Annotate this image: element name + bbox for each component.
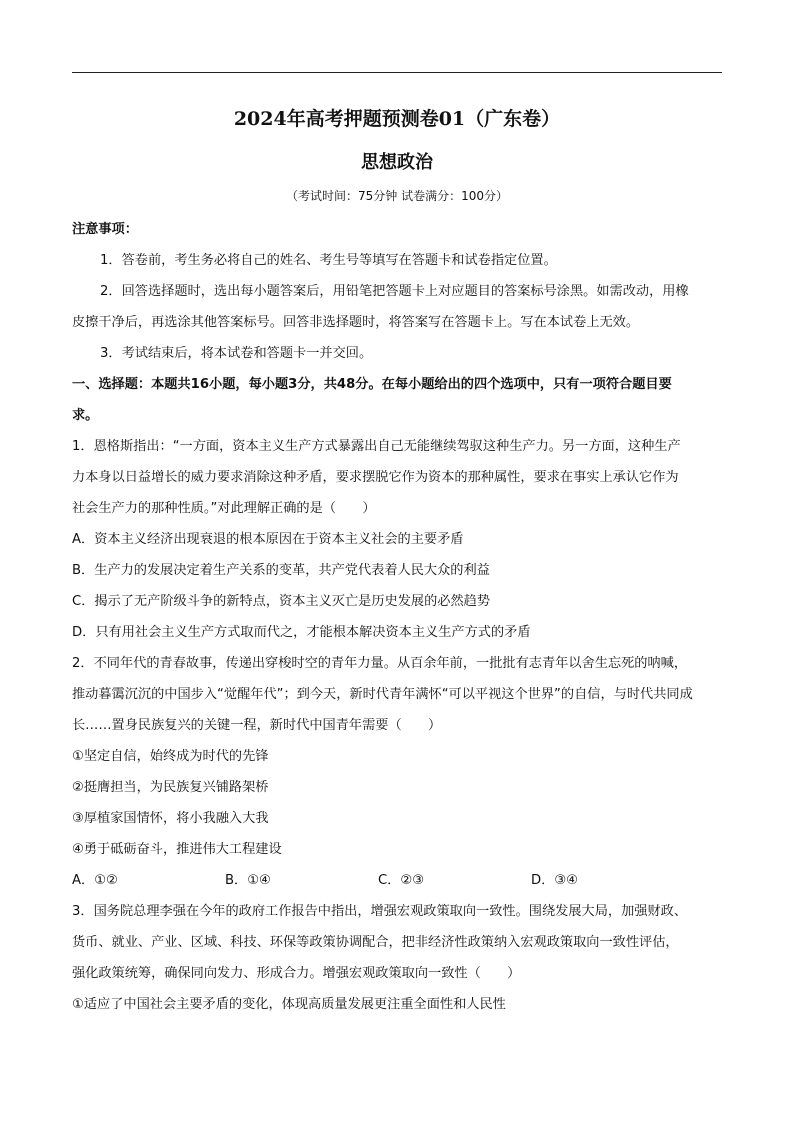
- note-item: 3．考试结束后，将本试卷和答题卡一并交回。: [100, 346, 373, 361]
- question-1-stem: 社会生产力的那种性质。”对此理解正确的是（ ）: [72, 501, 376, 516]
- question-1-option-c: C．揭示了无产阶级斗争的新特点，资本主义灭亡是历史发展的必然趋势: [72, 594, 491, 609]
- question-2-option-a: A．①②: [72, 873, 118, 888]
- question-1-stem: 力本身以日益增长的威力要求消除这种矛盾，要求摆脱它作为资本的那种属性，要求在事实上承认它作为: [72, 470, 679, 485]
- header-rule: [72, 72, 722, 73]
- question-3-stem: 货币、就业、产业、区域、科技、环保等政策协调配合，把非经济性政策纳入宏观政策取向一致性评估，: [72, 935, 679, 950]
- question-2-option-d: D．③④: [531, 873, 578, 888]
- question-2-statement: ②挺膺担当，为民族复兴铺路架桥: [72, 780, 269, 795]
- question-2-stem: 长……置身民族复兴的关键一程，新时代中国青年需要（ ）: [72, 718, 442, 733]
- note-item: 2．回答选择题时，选出每小题答案后，用铅笔把答题卡上对应题目的答案标号涂黑。如需改动，用橡: [100, 284, 689, 299]
- note-item: 1．答卷前，考生务必将自己的姓名、考生号等填写在答题卡和试卷指定位置。: [100, 253, 557, 268]
- question-2-options: [72, 865, 722, 896]
- question-1-option-b: B．生产力的发展决定着生产关系的变革，共产党代表着人民大众的利益: [72, 563, 490, 578]
- question-1-option-d: D．只有用社会主义生产方式取而代之，才能根本解决资本主义生产方式的矛盾: [72, 625, 531, 640]
- question-2-option-c: C．②③: [378, 873, 425, 888]
- question-2-statement: ③厚植家国情怀，将小我融入大我: [72, 811, 269, 826]
- section-heading: 一、选择题：本题共16小题，每小题3分，共48分。在每小题给出的四个选项中，只有一项符合题目要: [72, 377, 672, 392]
- question-2-stem: 推动暮霭沉沉的中国步入“觉醒年代”；到今天，新时代青年满怀“可以平视这个世界”的自信，与时代共同成: [72, 687, 693, 702]
- exam-title: 2024年高考押题预测卷01（广东卷）: [233, 108, 561, 130]
- question-1-stem: 1．恩格斯指出：“一方面，资本主义生产方式暴露出自己无能继续驾驭这种生产力。另一方面，这种生产: [72, 439, 681, 454]
- exam-info: （考试时间：75分钟 试卷满分：100分）: [286, 189, 508, 203]
- question-2-option-b: B．①④: [225, 873, 271, 888]
- question-1-option-a: A．资本主义经济出现衰退的根本原因在于资本主义社会的主要矛盾: [72, 532, 464, 547]
- note-item-continued: 皮擦干净后，再选涂其他答案标号。回答非选择题时，将答案写在答题卡上。写在本试卷上无效。: [72, 315, 640, 330]
- exam-body: [72, 214, 722, 1020]
- question-2-statement: ④勇于砥砺奋斗，推进伟大工程建设: [72, 842, 282, 857]
- question-2-statement: ①坚定自信，始终成为时代的先锋: [72, 749, 269, 764]
- question-3-stem: 3．国务院总理李强在今年的政府工作报告中指出，增强宏观政策取向一致性。围绕发展大局，加强财政、: [72, 904, 688, 919]
- notes-heading: 注意事项：: [72, 222, 138, 237]
- question-3-stem: 强化政策统筹，确保同向发力、形成合力。增强宏观政策取向一致性（ ）: [72, 966, 521, 981]
- question-2-stem: 2．不同年代的青春故事，传递出穿梭时空的青年力量。从百余年前，一批批有志青年以舍生忘死的呐喊，: [72, 656, 688, 671]
- subject-title: 思想政治: [361, 152, 433, 173]
- section-heading-continued: 求。: [72, 408, 99, 423]
- question-3-statement: ①适应了中国社会主要矛盾的变化，体现高质量发展更注重全面性和人民性: [72, 997, 506, 1012]
